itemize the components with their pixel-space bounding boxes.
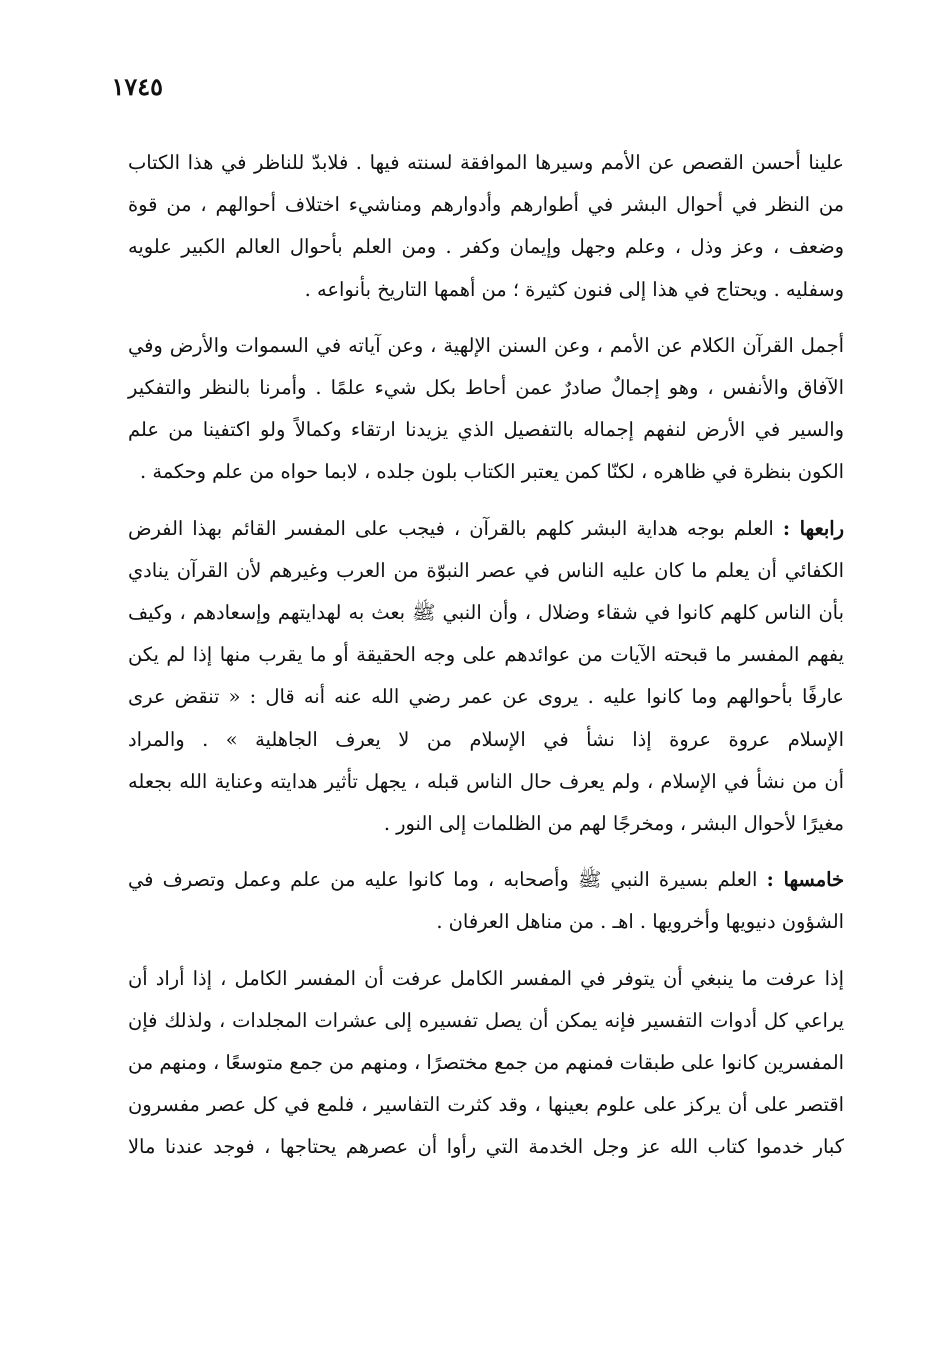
text-line: مغيرًا لأحوال البشر ، ومخرجًا لهم من الظلمات إلى النور .	[383, 812, 844, 836]
paragraph-4	[128, 859, 844, 943]
paragraph-3	[128, 508, 844, 846]
text-line	[128, 859, 844, 901]
text-run: العلم بوجه هداية البشر كلهم بالقرآن ، فيجب على المفسر القائم بهذا الفرض	[128, 516, 774, 540]
text-line: أن من نشأ في الإسلام ، ولم يعرف حال الناس قبله ، يجهل تأثير هدايته وعناية الله بجعله	[128, 769, 844, 793]
text-line: اقتصر على أن يركز على علوم بعينها ، وقد كثرت التفاسير ، فلمع في كل عصر مفسرون	[128, 1093, 844, 1117]
text-line: الكون بنظرة في ظاهره ، لكنّا كمن يعتبر الكتاب بلون جلده ، لابما حواه من علم وحكمة .	[140, 460, 844, 484]
text-line: وسفليه . ويحتاج في هذا إلى فنون كثيرة ؛ من أهمها التاريخ بأنواعه .	[304, 277, 844, 301]
text-line: المفسرين كانوا على طبقات فمنهم من جمع مختصرًا ، ومنهم من جمع متوسعًا ، ومنهم من	[128, 1051, 844, 1075]
text-line: عارفًا بأحوالهم وما كانوا عليه . يروى عن عمر رضي الله عنه أنه قال : « تنقض عرى	[128, 685, 844, 709]
text-line: الشؤون دنيويها وأخرويها . اهـ . من مناهل العرفان .	[436, 910, 844, 934]
text-line: الإسلام عروة عروة إذا نشأ في الإسلام من لا يعرف الجاهلية » . والمراد	[128, 727, 844, 751]
text-line: وضعف ، وعز وذل ، وعلم وجهل وإيمان وكفر . ومن العلم بأحوال العالم الكبير علويه	[128, 235, 844, 259]
page-number: ١٧٤٥	[111, 72, 163, 101]
text-line: الكفائي أن يعلم ما كان عليه الناس في عصر النبوّة من العرب وغيرهم لأن القرآن ينادي	[128, 558, 844, 582]
text-line: كبار خدموا كتاب الله عز وجل الخدمة التي رأوا أن عصرهم يحتاجها ، فوجد عندنا مالا	[128, 1135, 844, 1159]
text-line: إذا عرفت ما ينبغي أن يتوفر في المفسر الكامل عرفت أن المفسر الكامل ، إذا أراد أن	[128, 966, 844, 990]
paragraph-1	[128, 142, 844, 311]
text-line: علينا أحسن القصص عن الأمم وسيرها الموافقة لسنته فيها . فلابدّ للناظر في هذا الكتاب	[128, 151, 844, 174]
text-line: يراعي كل أدوات التفسير فإنه يمكن أن يصل تفسيره إلى عشرات المجلدات ، ولذلك فإن	[128, 1008, 844, 1032]
text-line: والسير في الأرض لنفهم إجماله بالتفصيل الذي يزيدنا ارتقاء وكمالاً ولو اكتفينا من علم	[128, 418, 844, 442]
paragraph-5	[128, 958, 844, 1169]
text-line: يفهم المفسر ما قبحته الآيات من عوائدهم على وجه الحقيقة أو ما يقرب منها إذا لم يكن	[128, 643, 844, 667]
text-line: بأن الناس كلهم كانوا في شقاء وضلال ، وأن النبي ﷺ بعث به لهدايتهم وإسعادهم ، وكيف	[128, 601, 844, 625]
paragraph-2	[128, 325, 844, 494]
text-line: أجمل القرآن الكلام عن الأمم ، وعن السنن الإلهية ، وعن آياته في السموات والأرض وفي	[128, 333, 844, 357]
section-lead: رابعها :	[782, 516, 845, 540]
text-line: الآفاق والأنفس ، وهو إجمالٌ صادرٌ عمن أحاط بكل شيء علمًا . وأمرنا بالنظر والتفكير	[128, 376, 844, 400]
body-text	[128, 142, 844, 1169]
text-run: العلم بسيرة النبي ﷺ وأصحابه ، وما كانوا عليه من علم وعمل وتصرف في	[128, 868, 758, 892]
text-line: من النظر في أحوال البشر في أطوارهم وأدوارهم ومناشيء اختلاف أحوالهم ، من قوة	[128, 193, 844, 217]
section-lead: خامسها :	[766, 868, 844, 892]
text-line	[128, 508, 844, 550]
